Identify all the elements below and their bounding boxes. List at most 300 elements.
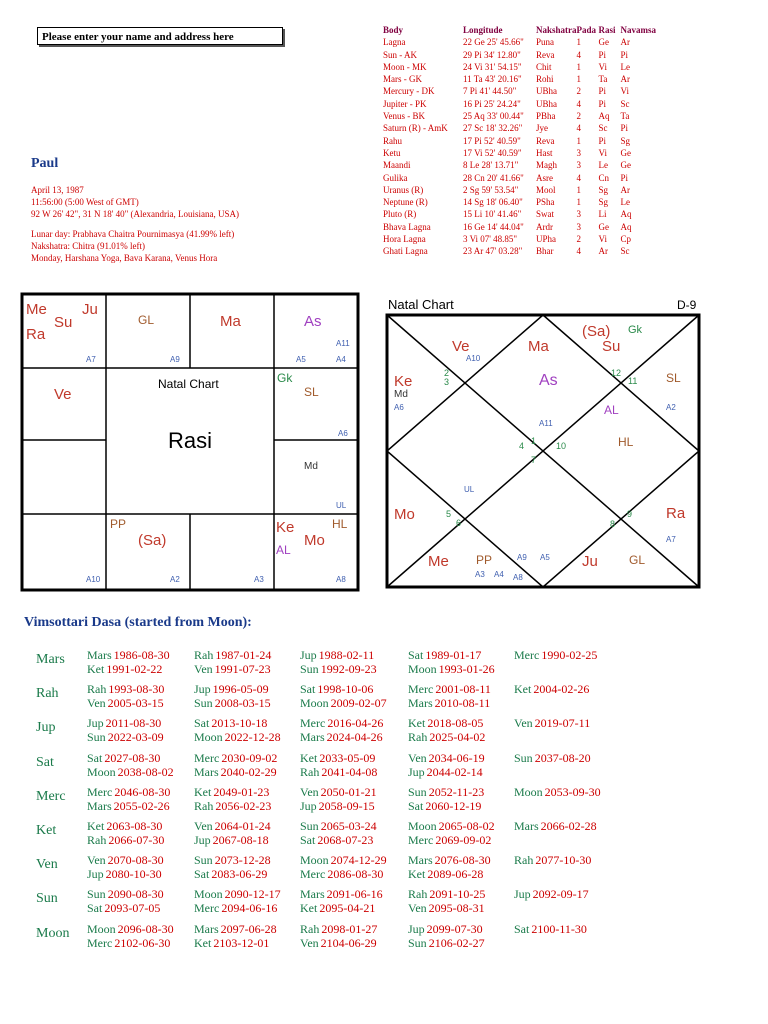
table-cell: Cp [620, 234, 632, 245]
table-cell: Ta [620, 111, 630, 122]
planet-positions-table [383, 24, 661, 258]
arudha-a11: A11 [539, 419, 553, 428]
sub-lord: Rah [300, 764, 320, 779]
dasa-sub-period [87, 730, 164, 745]
sub-lord: Rah [194, 798, 214, 813]
table-cell: 1 [576, 37, 582, 48]
table-cell: Aq [620, 221, 632, 232]
dasa-sub-period [408, 751, 485, 766]
table-cell: 1 [576, 74, 582, 85]
sub-date: 2066-07-30 [108, 833, 165, 847]
table-cell: PBha [536, 111, 556, 122]
dasa-major-lord: Mars [36, 652, 65, 667]
arudha-a2: A2 [170, 575, 180, 584]
dasa-sub-period [408, 682, 491, 697]
sub-date: 2099-07-30 [426, 921, 483, 936]
sub-date: 2097-06-28 [220, 921, 277, 936]
sub-date: 2104-06-29 [320, 935, 377, 950]
sub-date: 2001-08-11 [435, 682, 491, 697]
sub-date: 2098-01-27 [321, 921, 378, 936]
table-cell: Ar [620, 184, 631, 195]
sub-date: 2038-08-02 [117, 764, 174, 779]
sub-date: 2065-08-02 [438, 819, 495, 833]
dasa-sub-period [87, 799, 170, 814]
dasa-sub-period [514, 751, 591, 766]
sub-date: 2091-10-25 [429, 887, 486, 902]
table-cell: Ge [620, 160, 632, 171]
sub-lord: Sat [408, 648, 424, 662]
table-cell: Hora Lagna [383, 234, 426, 245]
column-header: Navamsa [620, 25, 657, 35]
sub-date: 1992-09-23 [320, 662, 377, 676]
house-number-8: 8 [610, 519, 616, 529]
navamsa-chart [384, 292, 704, 592]
house-number-9: 9 [627, 509, 633, 519]
dasa-sub-period [300, 799, 375, 814]
sub-lord: Moon [87, 921, 116, 936]
dasa-sub-period [300, 887, 383, 902]
sub-date: 2011-08-30 [105, 716, 162, 731]
sub-lord: Jup [514, 887, 531, 902]
dasa-sub-period [300, 785, 377, 800]
table-cell: Saturn (R) - AmK [383, 123, 448, 134]
dasa-sub-period [194, 867, 267, 882]
dasa-sub-period [87, 696, 164, 711]
dasa-sub-period [87, 853, 164, 868]
dasa-sub-period [87, 887, 164, 902]
dasa-sub-period [408, 765, 483, 780]
sub-date: 2022-03-09 [107, 730, 164, 745]
sub-lord: Ven [408, 901, 427, 916]
column-header: Body [383, 25, 404, 35]
rasi-chart [20, 292, 360, 592]
table-cell: Pi [620, 123, 629, 134]
sub-lord: Sun [87, 730, 106, 745]
dasa-sub-period [194, 922, 277, 937]
table-cell: 8 Le 28' 13.71" [463, 160, 519, 171]
dasa-sub-period [300, 819, 377, 834]
table-cell: UBha [536, 98, 557, 109]
house-number-11: 11 [628, 376, 638, 386]
table-cell: Rohi [536, 74, 554, 85]
sub-lord: Sun [194, 853, 213, 868]
sub-date: 2058-09-15 [318, 798, 375, 813]
planet-ma: Ma [528, 338, 549, 355]
sub-date: 2068-07-23 [317, 833, 374, 847]
sub-date: 2025-04-02 [429, 730, 486, 745]
arudha-a6: A6 [338, 429, 348, 438]
ascendant-as: As [304, 313, 322, 330]
birth-place: 92 W 26' 42", 31 N 18' 40" (Alexandria, Louisiana, USA) [31, 209, 239, 219]
sub-lord: Sun [194, 696, 213, 711]
table-cell: Maandi [383, 160, 411, 171]
arudha-a4: A4 [494, 570, 504, 579]
sub-lord: Merc [408, 682, 434, 697]
dasa-sub-period [87, 716, 161, 731]
dasa-period [0, 682, 768, 716]
sub-date: 2086-08-30 [327, 867, 384, 882]
dasa-sub-period [194, 662, 271, 677]
sub-lord: Ket [194, 935, 212, 950]
column-header: Nakshatra [536, 25, 577, 35]
sub-date: 2074-12-29 [330, 853, 387, 868]
arudha-a9: A9 [517, 553, 527, 562]
table-cell: 17 Pi 52' 40.59" [463, 135, 521, 146]
dasa-sub-period [300, 853, 387, 868]
dasa-sub-period [87, 785, 170, 800]
dasa-sub-period [408, 716, 483, 731]
table-cell: Rahu [383, 135, 402, 146]
table-row [383, 36, 661, 48]
dasa-sub-period [194, 648, 271, 663]
sub-lord: Jup [300, 648, 317, 662]
table-row [383, 85, 661, 97]
table-cell: Aq [598, 111, 610, 122]
sub-date: 1991-07-23 [214, 662, 271, 676]
table-cell: Neptune (R) [383, 197, 428, 208]
dasa-sub-period [194, 785, 269, 800]
sub-date: 2070-08-30 [107, 853, 164, 868]
arudha-ul: UL [464, 485, 475, 494]
sub-lord: Ven [194, 662, 213, 676]
dasa-sub-period [87, 833, 164, 848]
sub-date: 2016-04-26 [327, 716, 384, 731]
table-row [383, 122, 661, 134]
table-cell: Sc [620, 246, 630, 257]
sub-lord: Ven [194, 819, 213, 833]
sub-lord: Jup [87, 716, 104, 731]
sub-date: 2013-10-18 [211, 716, 268, 731]
dasa-sub-period [87, 819, 162, 834]
dasa-sub-period [300, 730, 383, 745]
sub-lord: Sat [194, 716, 210, 731]
sub-lord: Ven [408, 750, 427, 765]
sub-date: 2091-06-16 [326, 887, 383, 902]
sub-date: 2018-08-05 [427, 716, 484, 731]
dasa-sub-period [300, 936, 377, 951]
special-gl: GL [138, 313, 155, 327]
sub-date: 2090-08-30 [107, 887, 164, 902]
sub-date: 1990-02-25 [541, 648, 598, 662]
sub-lord: Moon [194, 887, 223, 902]
sub-date: 2055-02-26 [113, 798, 170, 813]
table-cell: Puna [536, 37, 554, 48]
special-gk: Gk [628, 324, 643, 336]
table-cell: 27 Sc 18' 32.26" [463, 123, 523, 134]
sub-lord: Ket [87, 662, 105, 676]
sub-lord: Sun [514, 750, 533, 765]
dasa-sub-period [194, 696, 271, 711]
table-cell: 1 [576, 184, 582, 195]
table-cell: 4 [576, 172, 582, 183]
special-gk: Gk [277, 371, 293, 385]
dasa-sub-period [300, 696, 387, 711]
sub-date: 2041-04-08 [321, 764, 378, 779]
table-cell: 4 [576, 246, 582, 257]
weekday-info: Monday, Harshana Yoga, Bava Karana, Venus Hora [31, 253, 218, 263]
dasa-sub-period [408, 901, 485, 916]
dasa-sub-period [87, 765, 174, 780]
sub-lord: Jup [408, 764, 425, 779]
dasa-sub-period [408, 922, 483, 937]
table-cell: Gulika [383, 172, 408, 183]
special-pp: PP [476, 553, 493, 567]
sub-date: 2022-12-28 [224, 730, 281, 745]
table-cell: Reva [536, 135, 555, 146]
table-cell: 17 Vi 52' 40.59" [463, 147, 522, 158]
sub-date: 2102-06-30 [114, 935, 171, 950]
dasa-sub-period [300, 833, 373, 848]
name-address-field[interactable]: Please enter your name and address here [37, 27, 283, 45]
arudha-a10: A10 [86, 575, 101, 584]
nakshatra-info: Nakshatra: Chitra (91.01% left) [31, 241, 145, 251]
dasa-sub-period [194, 682, 269, 697]
table-cell: 3 [576, 209, 582, 220]
table-cell: Li [598, 209, 607, 220]
sub-lord: Sat [87, 750, 103, 765]
arudha-a10: A10 [466, 354, 481, 363]
sub-lord: Mars [408, 853, 433, 868]
table-row [383, 135, 661, 147]
birth-time: 11:56:00 (5:00 West of GMT) [31, 197, 139, 207]
dasa-major-lord: Merc [36, 788, 66, 804]
dasa-sub-period [514, 716, 590, 731]
planet-ju: Ju [82, 301, 98, 318]
table-cell: 11 Ta 43' 20.16" [463, 74, 522, 85]
table-cell: Vi [598, 61, 607, 72]
sub-date: 2010-08-11 [434, 696, 491, 711]
dasa-title: Vimsottari Dasa (started from Moon): [24, 615, 252, 630]
sub-date: 2103-12-01 [213, 935, 270, 950]
table-cell: Bhar [536, 246, 554, 257]
special-md: Md [304, 461, 318, 472]
house-number-6: 6 [456, 518, 462, 528]
dasa-sub-period [514, 785, 601, 800]
table-cell: Vi [620, 86, 629, 97]
sub-date: 2034-06-19 [428, 750, 485, 765]
sub-date: 2069-09-02 [435, 833, 492, 847]
chart-title: Natal Chart [158, 377, 219, 391]
table-cell: Pi [620, 172, 629, 183]
sub-lord: Jup [300, 798, 317, 813]
sub-date: 2077-10-30 [535, 853, 592, 868]
sub-lord: Moon [514, 784, 543, 799]
sub-lord: Jup [194, 682, 211, 697]
sub-lord: Merc [514, 648, 540, 662]
dasa-major-lord: Jup [36, 720, 56, 736]
table-cell: Venus - BK [383, 111, 425, 122]
sub-date: 2067-08-18 [212, 833, 269, 847]
table-cell: 4 [576, 123, 582, 134]
sub-date: 2094-06-16 [221, 901, 278, 916]
sub-lord: Ket [514, 682, 532, 697]
chart-title: Natal Chart [388, 297, 454, 312]
sub-date: 2049-01-23 [213, 784, 270, 799]
dasa-sub-period [300, 648, 374, 663]
dasa-sub-period [408, 853, 491, 868]
table-cell: Sg [598, 197, 609, 208]
table-header-row [383, 24, 661, 36]
dasa-sub-period [408, 730, 485, 745]
planet-ma: Ma [220, 313, 241, 330]
planet-ve: Ve [54, 386, 72, 403]
sub-date: 2092-09-17 [532, 887, 589, 902]
dasa-sub-period [408, 662, 495, 677]
table-row [383, 184, 661, 196]
sub-lord: Mars [300, 730, 325, 745]
arudha-a2: A2 [666, 403, 676, 412]
sub-lord: Sun [300, 662, 319, 676]
dasa-sub-period [408, 785, 484, 800]
table-cell: Bhava Lagna [383, 221, 431, 232]
dasa-major-lord: Ket [36, 823, 57, 838]
sub-date: 2100-11-30 [531, 921, 587, 936]
sub-lord: Merc [194, 901, 220, 916]
table-row [383, 208, 661, 220]
table-row [383, 98, 661, 110]
table-cell: Ardr [536, 221, 553, 232]
table-cell: Ghati Lagna [383, 246, 428, 257]
sub-date: 1987-01-24 [215, 648, 272, 662]
sub-lord: Merc [194, 750, 220, 765]
table-cell: 1 [576, 135, 582, 146]
dasa-sub-period [300, 751, 375, 766]
table-cell: PSha [536, 197, 555, 208]
table-cell: 3 [576, 160, 582, 171]
special-sl: SL [304, 385, 319, 399]
sub-lord: Rah [408, 887, 428, 902]
table-cell: 29 Pi 34' 12.80" [463, 49, 521, 60]
sub-lord: Ket [300, 901, 318, 916]
table-cell: Jupiter - PK [383, 98, 427, 109]
table-cell: Sc [620, 98, 630, 109]
sub-date: 1991-02-22 [106, 662, 163, 676]
sub-lord: Sun [87, 887, 106, 902]
special-al: AL [604, 403, 619, 417]
table-cell: Pluto (R) [383, 209, 417, 220]
sub-lord: Moon [300, 696, 329, 711]
sub-lord: Mars [514, 819, 539, 833]
chart-label-rasi: Rasi [168, 428, 213, 453]
house-number-3: 3 [444, 377, 450, 387]
dasa-sub-period [300, 662, 377, 677]
dasa-sub-period [194, 853, 271, 868]
sub-date: 1998-10-06 [317, 682, 374, 697]
sub-date: 2089-06-28 [427, 867, 484, 882]
special-gl: GL [629, 553, 646, 567]
sub-lord: Mars [408, 696, 433, 711]
sub-date: 2040-02-29 [220, 764, 277, 779]
dasa-sub-period [87, 662, 162, 677]
table-cell: Pi [598, 49, 607, 60]
table-cell: Moon - MK [383, 61, 427, 72]
table-cell: 2 [576, 86, 582, 97]
sub-lord: Sat [300, 682, 316, 697]
sub-date: 2073-12-28 [214, 853, 271, 868]
dasa-sub-period [194, 716, 267, 731]
arudha-a3: A3 [475, 570, 485, 579]
sub-lord: Merc [87, 784, 113, 799]
dasa-sub-period [408, 819, 495, 834]
planet-ra: Ra [26, 326, 46, 343]
table-cell: UPha [536, 234, 556, 245]
table-cell: Sg [598, 184, 609, 195]
table-cell: Sc [598, 123, 608, 134]
sub-lord: Merc [300, 716, 326, 731]
table-cell: Pi [598, 98, 607, 109]
arudha-a3: A3 [254, 575, 264, 584]
sub-date: 2066-02-28 [540, 819, 597, 833]
sub-lord: Rah [514, 853, 534, 868]
sub-lord: Merc [87, 935, 113, 950]
sub-date: 1993-08-30 [108, 682, 165, 697]
arudha-a7: A7 [86, 355, 96, 364]
lunar-day: Lunar day: Prabhava Chaitra Pournimasya (41.99% left) [31, 229, 235, 239]
sub-date: 1986-08-30 [113, 648, 170, 662]
table-cell: Lagna [383, 37, 406, 48]
sub-date: 2052-11-23 [428, 784, 485, 799]
sub-lord: Sat [408, 798, 424, 813]
dasa-sub-period [194, 751, 277, 766]
dasa-sub-period [87, 867, 162, 882]
planet-ju: Ju [582, 553, 598, 570]
sub-date: 2019-07-11 [534, 716, 591, 731]
sub-lord: Merc [300, 867, 326, 882]
arudha-a11: A11 [336, 339, 350, 348]
sub-lord: Ven [300, 935, 319, 950]
table-cell: 3 [576, 147, 582, 158]
sub-date: 2037-08-20 [534, 750, 591, 765]
dasa-sub-period [300, 765, 377, 780]
dasa-sub-period [194, 833, 269, 848]
house-number-10: 10 [556, 441, 567, 451]
sub-lord: Ven [87, 696, 106, 711]
sub-date: 2076-08-30 [434, 853, 491, 868]
sub-lord: Moon [408, 819, 437, 833]
dasa-sub-period [514, 853, 591, 868]
table-cell: Vi [598, 147, 607, 158]
table-cell: Ge [598, 221, 610, 232]
sub-lord: Ket [300, 750, 318, 765]
table-cell: 7 Pi 41' 44.50" [463, 86, 517, 97]
sub-date: 2080-10-30 [105, 867, 162, 882]
sub-date: 2005-03-15 [107, 696, 164, 711]
sub-lord: Jup [408, 921, 425, 936]
table-cell: Ketu [383, 147, 401, 158]
sub-date: 2060-12-19 [425, 798, 482, 813]
dasa-sub-period [300, 682, 373, 697]
planet-su: Su [602, 338, 621, 355]
arudha-a5: A5 [296, 355, 306, 364]
table-cell: 3 Vi 07' 48.85" [463, 234, 518, 245]
special-md: Md [394, 389, 408, 400]
dasa-sub-period [194, 936, 269, 951]
sub-date: 2033-05-09 [319, 750, 376, 765]
planet-sa: (Sa) [582, 323, 611, 340]
sub-lord: Ket [408, 867, 426, 882]
dasa-period [0, 853, 768, 887]
planet-me: Me [26, 301, 47, 318]
sub-date: 2063-08-30 [106, 819, 163, 833]
sub-lord: Sat [87, 901, 103, 916]
dasa-sub-period [87, 901, 160, 916]
column-header: Longitude [463, 25, 503, 35]
dasa-major-lord: Ven [36, 857, 58, 873]
table-cell: 16 Ge 14' 44.04" [463, 221, 524, 232]
planet-ke: Ke [276, 519, 295, 536]
dasa-sub-period [300, 901, 375, 916]
sub-lord: Mars [194, 921, 219, 936]
